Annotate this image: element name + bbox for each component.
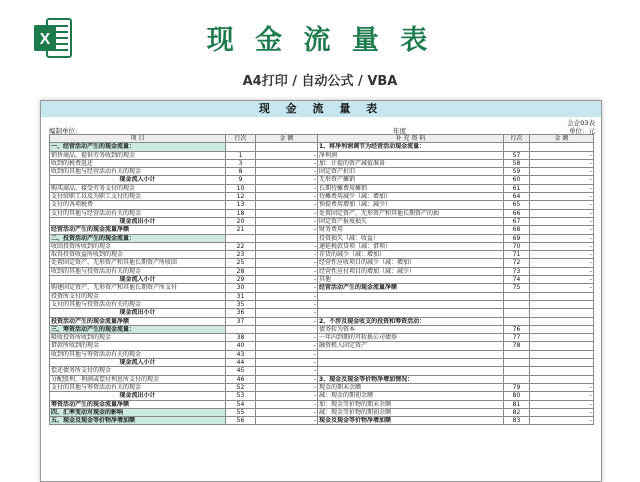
table-row — [50, 350, 594, 358]
left-item-cell: 现金流入小计 — [50, 276, 226, 284]
right-line-cell: 72 — [504, 259, 530, 267]
left-line-cell: 35 — [226, 300, 256, 308]
table-row — [50, 201, 594, 209]
sheet-title: 现 金 流 量 表 — [41, 101, 601, 117]
table-row — [50, 309, 594, 317]
right-amount-cell: - — [530, 284, 594, 292]
cash-flow-table — [49, 134, 594, 425]
right-amount-cell — [530, 317, 594, 325]
right-item-cell: 一年内到期的可转换公司债券 — [318, 334, 504, 342]
right-item-cell: 经营性应付项目的增加（减：减少） — [318, 267, 504, 275]
right-line-cell — [504, 300, 530, 308]
right-item-cell: 经营活动产生的现金流量净额 — [318, 284, 504, 292]
left-line-cell: 18 — [226, 209, 256, 217]
left-amount-cell: - — [256, 242, 318, 250]
right-line-cell — [504, 317, 530, 325]
left-amount-cell: - — [256, 350, 318, 358]
left-item-cell: 销售商品、提供劳务收到的现金 — [50, 151, 226, 159]
left-amount-cell: - — [256, 168, 318, 176]
table-row — [50, 325, 594, 333]
column-header: 项 目 — [50, 135, 226, 143]
right-line-cell: 69 — [504, 234, 530, 242]
table-row — [50, 408, 594, 416]
left-item-cell: 现金流出小计 — [50, 309, 226, 317]
left-line-cell: 37 — [226, 317, 256, 325]
left-line-cell: 9 — [226, 176, 256, 184]
right-item-cell: 净利润 — [318, 151, 504, 159]
right-amount-cell: - — [530, 176, 594, 184]
right-amount-cell: - — [530, 251, 594, 259]
left-line-cell: 25 — [226, 259, 256, 267]
left-item-cell: 购买商品、接受劳务支付的现金 — [50, 184, 226, 192]
left-line-cell: 43 — [226, 350, 256, 358]
left-line-cell: 23 — [226, 251, 256, 259]
right-item-cell — [318, 309, 504, 317]
right-item-cell: 存货的减少（减：增加） — [318, 251, 504, 259]
left-item-cell: 支付给职工以及为职工支付的现金 — [50, 193, 226, 201]
unit-label: 编制单位： — [49, 127, 82, 135]
left-line-cell: 46 — [226, 375, 256, 383]
left-line-cell: 8 — [226, 168, 256, 176]
right-item-cell — [318, 359, 504, 367]
right-line-cell — [504, 292, 530, 300]
left-item-cell: 偿还债务所支付的现金 — [50, 367, 226, 375]
left-amount-cell: - — [256, 209, 318, 217]
left-item-cell: 四、汇率变动对现金的影响 — [50, 408, 226, 416]
left-item-cell: 处置固定资产、无形资产和其他长期资产所收回 — [50, 259, 226, 267]
left-item-cell: 收回投资所收到的现金 — [50, 242, 226, 250]
left-line-cell: 28 — [226, 267, 256, 275]
right-item-cell: 加：计提的资产减值准备 — [318, 159, 504, 167]
right-line-cell: 61 — [504, 184, 530, 192]
right-line-cell: 67 — [504, 217, 530, 225]
right-line-cell — [504, 359, 530, 367]
right-line-cell — [504, 367, 530, 375]
right-amount-cell: - — [530, 392, 594, 400]
left-amount-cell: - — [256, 159, 318, 167]
left-item-cell: 取得投资收益所收到的现金 — [50, 251, 226, 259]
table-row — [50, 392, 594, 400]
right-item-cell: 固定资产报废损失 — [318, 217, 504, 225]
right-amount-cell — [530, 309, 594, 317]
left-amount-cell: - — [256, 317, 318, 325]
left-amount-cell: - — [256, 151, 318, 159]
table-row — [50, 276, 594, 284]
right-amount-cell — [530, 367, 594, 375]
right-amount-cell: - — [530, 259, 594, 267]
left-amount-cell: - — [256, 408, 318, 416]
table-row — [50, 209, 594, 217]
table-header-row — [50, 135, 594, 143]
left-amount-cell: - — [256, 226, 318, 234]
left-line-cell: 40 — [226, 342, 256, 350]
right-line-cell: 76 — [504, 325, 530, 333]
right-item-cell: 2、不涉及现金收支的投资和筹资活动： — [318, 317, 504, 325]
right-line-cell: 75 — [504, 284, 530, 292]
left-amount-cell — [256, 325, 318, 333]
left-line-cell: 29 — [226, 276, 256, 284]
right-amount-cell: - — [530, 267, 594, 275]
left-line-cell: 30 — [226, 284, 256, 292]
year-label: 年度 — [393, 127, 406, 135]
table-row — [50, 334, 594, 342]
right-item-cell: 预提费用增加（减：减少） — [318, 201, 504, 209]
table-row — [50, 267, 594, 275]
right-item-cell: 融资租入固定资产 — [318, 342, 504, 350]
right-item-cell: 财务费用 — [318, 226, 504, 234]
table-row — [50, 176, 594, 184]
left-amount-cell: - — [256, 259, 318, 267]
right-amount-cell: - — [530, 168, 594, 176]
table-row — [50, 193, 594, 201]
table-row — [50, 292, 594, 300]
right-item-cell — [318, 292, 504, 300]
right-item-cell: 固定资产折旧 — [318, 168, 504, 176]
sheet-meta — [41, 117, 601, 134]
left-amount-cell: - — [256, 217, 318, 225]
right-amount-cell: - — [530, 408, 594, 416]
left-line-cell: 12 — [226, 193, 256, 201]
table-row — [50, 242, 594, 250]
right-line-cell: 57 — [504, 151, 530, 159]
left-line-cell — [226, 143, 256, 151]
left-amount-cell: - — [256, 300, 318, 308]
left-amount-cell: - — [256, 367, 318, 375]
table-row — [50, 259, 594, 267]
right-line-cell: 64 — [504, 193, 530, 201]
left-item-cell: 支付的其他与经营活动有关的现金 — [50, 209, 226, 217]
left-line-cell: 10 — [226, 184, 256, 192]
right-amount-cell — [530, 143, 594, 151]
table-row — [50, 417, 594, 425]
right-line-cell: 60 — [504, 176, 530, 184]
form-number: 会企03表 — [567, 119, 595, 127]
table-row — [50, 317, 594, 325]
column-header: 行次 — [226, 135, 256, 143]
left-item-cell: 投资所支付的现金 — [50, 292, 226, 300]
right-amount-cell — [530, 350, 594, 358]
right-line-cell: 83 — [504, 417, 530, 425]
table-row — [50, 217, 594, 225]
right-amount-cell — [530, 300, 594, 308]
right-line-cell: 71 — [504, 251, 530, 259]
left-amount-cell: - — [256, 359, 318, 367]
left-item-cell: 现金流出小计 — [50, 217, 226, 225]
right-item-cell: 现金及现金等价物净增加额 — [318, 417, 504, 425]
right-amount-cell: - — [530, 276, 594, 284]
left-item-cell: 现金流入小计 — [50, 176, 226, 184]
left-amount-cell: - — [256, 417, 318, 425]
left-item-cell: 现金流出小计 — [50, 392, 226, 400]
right-amount-cell — [530, 334, 594, 342]
right-item-cell — [318, 367, 504, 375]
left-item-cell: 支付的其他与筹资活动有关的现金 — [50, 383, 226, 391]
right-line-cell: 73 — [504, 267, 530, 275]
left-amount-cell: - — [256, 267, 318, 275]
page-subtitle: A4打印 / 自动公式 / VBA — [242, 74, 398, 89]
left-item-cell: 购建固定资产、无形资产和其他长期资产所支付 — [50, 284, 226, 292]
left-amount-cell — [256, 234, 318, 242]
column-header: 行次 — [504, 135, 530, 143]
right-item-cell: 债务转为资本 — [318, 325, 504, 333]
right-amount-cell: - — [530, 417, 594, 425]
column-header: 金 额 — [530, 135, 594, 143]
currency-unit: 单位：元 — [569, 127, 595, 135]
left-item-cell: 收到的其他与经营活动有关的现金 — [50, 168, 226, 176]
left-line-cell: 20 — [226, 217, 256, 225]
table-row — [50, 284, 594, 292]
left-amount-cell — [256, 143, 318, 151]
table-row — [50, 151, 594, 159]
table-row — [50, 184, 594, 192]
left-item-cell: 投资活动产生的现金流量净额 — [50, 317, 226, 325]
right-amount-cell: - — [530, 226, 594, 234]
left-amount-cell: - — [256, 375, 318, 383]
left-line-cell: 45 — [226, 367, 256, 375]
table-row — [50, 342, 594, 350]
left-line-cell — [226, 325, 256, 333]
left-item-cell: 借款所收到的现金 — [50, 342, 226, 350]
right-line-cell: 74 — [504, 276, 530, 284]
table-row — [50, 400, 594, 408]
left-amount-cell: - — [256, 176, 318, 184]
left-item-cell: 二、投资活动产生的现金流量： — [50, 234, 226, 242]
left-line-cell: 38 — [226, 334, 256, 342]
right-amount-cell: - — [530, 201, 594, 209]
right-line-cell: 82 — [504, 408, 530, 416]
left-line-cell: 31 — [226, 292, 256, 300]
left-amount-cell: - — [256, 400, 318, 408]
right-amount-cell — [530, 359, 594, 367]
right-amount-cell — [530, 375, 594, 383]
left-line-cell: 13 — [226, 201, 256, 209]
left-amount-cell: - — [256, 309, 318, 317]
table-row — [50, 300, 594, 308]
right-item-cell: 长期待摊费用摊销 — [318, 184, 504, 192]
right-line-cell: 59 — [504, 168, 530, 176]
left-item-cell: 分配股利、利润或偿付利息所支付的现金 — [50, 375, 226, 383]
left-line-cell — [226, 234, 256, 242]
right-amount-cell — [530, 325, 594, 333]
right-amount-cell — [530, 292, 594, 300]
right-line-cell: 81 — [504, 400, 530, 408]
left-item-cell: 三、筹资活动产生的现金流量： — [50, 325, 226, 333]
column-header: 补 充 资 料 — [318, 135, 504, 143]
left-amount-cell: - — [256, 193, 318, 201]
right-amount-cell: - — [530, 209, 594, 217]
left-item-cell: 收到的其他与投资活动有关的现金 — [50, 267, 226, 275]
left-amount-cell: - — [256, 292, 318, 300]
left-line-cell: 56 — [226, 417, 256, 425]
table-row — [50, 367, 594, 375]
left-amount-cell: - — [256, 342, 318, 350]
banner — [0, 0, 640, 97]
right-amount-cell: - — [530, 383, 594, 391]
table-row — [50, 251, 594, 259]
left-line-cell: 53 — [226, 392, 256, 400]
left-amount-cell: - — [256, 276, 318, 284]
left-item-cell: 现金流入小计 — [50, 359, 226, 367]
table-row — [50, 359, 594, 367]
left-item-cell: 吸收投资所收到的现金 — [50, 334, 226, 342]
right-line-cell: 58 — [504, 159, 530, 167]
right-amount-cell: - — [530, 193, 594, 201]
table-row — [50, 159, 594, 167]
right-item-cell: 处置固定资产、无形资产和其他长期资产的损 — [318, 209, 504, 217]
right-item-cell: 减：现金等价物的期初余额 — [318, 408, 504, 416]
left-line-cell: 21 — [226, 226, 256, 234]
right-amount-cell: - — [530, 151, 594, 159]
right-item-cell: 待摊费用减少（减：增加） — [318, 193, 504, 201]
left-line-cell: 54 — [226, 400, 256, 408]
right-item-cell — [318, 350, 504, 358]
left-line-cell: 22 — [226, 242, 256, 250]
left-amount-cell: - — [256, 383, 318, 391]
right-item-cell — [318, 300, 504, 308]
right-item-cell: 投资损失（减：收益） — [318, 234, 504, 242]
left-item-cell: 经营活动产生的现金流量净额 — [50, 226, 226, 234]
right-amount-cell: - — [530, 184, 594, 192]
right-line-cell: 65 — [504, 201, 530, 209]
left-item-cell: 五、现金及现金等价物净增加额 — [50, 417, 226, 425]
right-line-cell: 68 — [504, 226, 530, 234]
right-line-cell: 70 — [504, 242, 530, 250]
left-item-cell: 一、经营活动产生的现金流量： — [50, 143, 226, 151]
table-row — [50, 168, 594, 176]
left-amount-cell: - — [256, 251, 318, 259]
right-line-cell: 79 — [504, 383, 530, 391]
right-line-cell: 66 — [504, 209, 530, 217]
table-row — [50, 143, 594, 151]
left-amount-cell: - — [256, 392, 318, 400]
right-item-cell: 加：现金等价物的期末余额 — [318, 400, 504, 408]
right-line-cell — [504, 350, 530, 358]
right-item-cell: 1、将净利润调节为经营活动现金流量： — [318, 143, 504, 151]
right-amount-cell: - — [530, 217, 594, 225]
right-line-cell: 77 — [504, 334, 530, 342]
right-item-cell: 3、现金及现金等价物净增加情况： — [318, 375, 504, 383]
table-row — [50, 383, 594, 391]
left-item-cell: 筹资活动产生的现金流量净额 — [50, 400, 226, 408]
right-line-cell: 78 — [504, 342, 530, 350]
page-title: 现 金 流 量 表 — [206, 25, 434, 56]
left-amount-cell: - — [256, 284, 318, 292]
left-line-cell: 55 — [226, 408, 256, 416]
spreadsheet-preview — [40, 100, 602, 482]
right-amount-cell: - — [530, 234, 594, 242]
left-amount-cell: - — [256, 334, 318, 342]
column-header: 金 额 — [256, 135, 318, 143]
svg-text:X: X — [39, 31, 51, 48]
left-line-cell: 1 — [226, 151, 256, 159]
right-amount-cell: - — [530, 159, 594, 167]
left-item-cell: 支付的其他与投资活动有关的现金 — [50, 300, 226, 308]
right-item-cell: 其他 — [318, 276, 504, 284]
right-line-cell — [504, 375, 530, 383]
left-item-cell: 收到的税费返还 — [50, 159, 226, 167]
right-amount-cell: - — [530, 400, 594, 408]
table-row — [50, 375, 594, 383]
right-item-cell: 经营性应收项目的减少（减：增加） — [318, 259, 504, 267]
table-row — [50, 226, 594, 234]
right-line-cell: 80 — [504, 392, 530, 400]
left-amount-cell: - — [256, 201, 318, 209]
right-item-cell: 无形资产摊销 — [318, 176, 504, 184]
left-item-cell: 收到的其他与筹资活动有关的现金 — [50, 350, 226, 358]
right-amount-cell: - — [530, 242, 594, 250]
right-line-cell — [504, 309, 530, 317]
right-item-cell: 减：现金的期初余额 — [318, 392, 504, 400]
left-line-cell: 3 — [226, 159, 256, 167]
left-line-cell: 44 — [226, 359, 256, 367]
left-line-cell: 36 — [226, 309, 256, 317]
left-line-cell: 52 — [226, 383, 256, 391]
right-item-cell: 递延税款贷项（减：借项） — [318, 242, 504, 250]
right-amount-cell — [530, 342, 594, 350]
left-amount-cell: - — [256, 184, 318, 192]
table-row — [50, 234, 594, 242]
left-item-cell: 支付的各项税费 — [50, 201, 226, 209]
right-line-cell — [504, 143, 530, 151]
right-item-cell: 现金的期末余额 — [318, 383, 504, 391]
